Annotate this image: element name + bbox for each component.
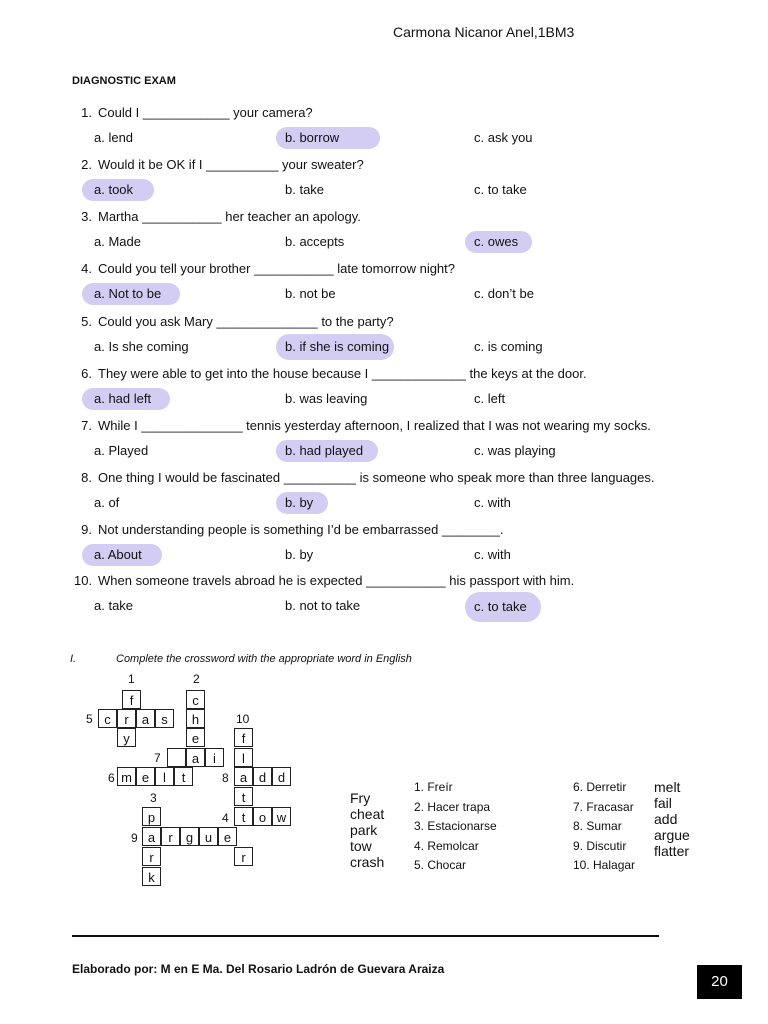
answer-option-selected: a. About xyxy=(82,544,162,566)
crossword-cell: r xyxy=(117,709,136,728)
crossword-cell: c xyxy=(98,709,117,728)
crossword-cell: d xyxy=(253,767,272,786)
crossword-cell: g xyxy=(180,827,199,846)
question-number: 2. xyxy=(81,157,92,172)
word-bank-item: flatter xyxy=(654,843,690,859)
answer-option: a. Played xyxy=(94,443,149,458)
crossword-cell: a xyxy=(142,827,161,846)
question-number: 8. xyxy=(81,470,92,485)
crossword-number: 7 xyxy=(154,751,161,765)
word-bank-item: fail xyxy=(654,795,672,811)
crossword-cell: t xyxy=(174,767,193,786)
crossword-cell: r xyxy=(161,827,180,846)
crossword-cell: l xyxy=(234,748,253,767)
answer-option: c. is coming xyxy=(474,339,543,354)
crossword-cell: m xyxy=(117,767,136,786)
author-credit: Elaborado por: M en E Ma. Del Rosario Ladrón de Guevara Araiza xyxy=(72,962,445,976)
answer-option: b. take xyxy=(285,182,325,197)
question-number: 6. xyxy=(81,366,92,381)
crossword-cell: r xyxy=(234,847,253,866)
footer-divider xyxy=(72,935,659,937)
answer-option: c. with xyxy=(474,495,511,510)
exam-title: DIAGNOSTIC EXAM xyxy=(72,75,176,87)
crossword-cell: p xyxy=(142,807,161,826)
answer-option: c. left xyxy=(474,391,506,406)
clue-item: 3. Estacionarse xyxy=(414,819,497,833)
crossword-cell: r xyxy=(142,847,161,866)
question-text: Could you ask Mary ______________ to the party? xyxy=(98,314,394,329)
word-bank-item: melt xyxy=(654,779,681,795)
crossword-cell: u xyxy=(199,827,218,846)
answer-option: c. was playing xyxy=(474,443,556,458)
answer-option: a. Made xyxy=(94,234,141,249)
crossword-cell: a xyxy=(186,748,205,767)
crossword-number: 5 xyxy=(86,712,93,726)
answer-option: b. not be xyxy=(285,286,336,301)
word-bank-item: argue xyxy=(654,827,690,843)
answer-option: c. to take xyxy=(474,182,527,197)
answer-option: a. lend xyxy=(94,130,134,145)
crossword-cell: k xyxy=(142,867,161,886)
question-number: 1. xyxy=(81,105,92,120)
word-bank-item: add xyxy=(654,811,678,827)
question-text: They were able to get into the house because I _____________ the keys at the door. xyxy=(98,366,587,381)
word-bank-item: tow xyxy=(350,838,372,854)
crossword-cell: e xyxy=(186,728,205,747)
answer-option-selected: c. to take xyxy=(465,592,541,622)
answer-option: b. was leaving xyxy=(285,391,368,406)
answer-option-selected: a. had left xyxy=(82,388,170,410)
clue-item: 5. Chocar xyxy=(414,858,467,872)
question-number: 10. xyxy=(74,573,93,588)
clue-item: 10. Halagar xyxy=(573,858,636,872)
crossword-cell: f xyxy=(122,690,141,709)
answer-option-selected: b. had played xyxy=(276,440,378,462)
crossword-number: 3 xyxy=(150,791,157,805)
answer-option: a. of xyxy=(94,495,120,510)
question-text: Could I ____________ your camera? xyxy=(98,105,313,120)
question-text: Martha ___________ her teacher an apology. xyxy=(98,209,361,224)
question-text: Not understanding people is something I’d be embarrassed ________. xyxy=(98,522,504,537)
clue-item: 4. Remolcar xyxy=(414,838,479,853)
crossword-cell: y xyxy=(117,728,136,747)
question-number: 5. xyxy=(81,314,92,329)
answer-option: c. don’t be xyxy=(474,286,534,301)
crossword-cell: f xyxy=(234,728,253,747)
answer-option-selected: b. by xyxy=(276,492,328,514)
clue-item: 8. Sumar xyxy=(573,819,622,833)
clue-item: 1. Freír xyxy=(414,780,453,794)
crossword-instruction: Complete the crossword with the appropriate word in English xyxy=(116,653,412,665)
question-text: Would it be OK if I __________ your sweater? xyxy=(98,157,364,172)
answer-option: b. by xyxy=(285,547,314,562)
word-bank-item: Fry xyxy=(350,790,371,806)
crossword-number: 10 xyxy=(236,712,250,726)
crossword-cell: a xyxy=(234,767,253,786)
answer-option: a. Is she coming xyxy=(94,339,189,354)
crossword-cell: t xyxy=(234,807,253,826)
question-number: 4. xyxy=(81,261,92,276)
crossword-cell: o xyxy=(253,807,272,826)
crossword-cell: e xyxy=(218,827,237,846)
answer-option-selected: a. took xyxy=(82,179,154,201)
crossword-cell: e xyxy=(136,767,155,786)
word-bank-item: cheat xyxy=(350,806,385,822)
question-text: Could you tell your brother ___________ late tomorrow night? xyxy=(98,261,456,276)
crossword-number: 8 xyxy=(222,771,229,785)
answer-option: b. accepts xyxy=(285,234,345,249)
clue-item: 7. Fracasar xyxy=(573,799,634,814)
clue-item: 6. Derretir xyxy=(573,780,627,794)
clue-item: 2. Hacer trapa xyxy=(414,799,491,814)
question-number: 3. xyxy=(81,209,92,224)
crossword-number: 1 xyxy=(128,672,135,686)
answer-option-selected: c. owes xyxy=(465,231,532,253)
question-number: 7. xyxy=(81,418,92,433)
crossword-number: 4 xyxy=(222,811,229,825)
crossword-cell: s xyxy=(155,709,174,728)
answer-option-selected: a. Not to be xyxy=(82,283,180,305)
crossword-cell: w xyxy=(272,807,291,826)
answer-option-selected: b. borrow xyxy=(276,127,380,149)
question-text: While I ______________ tennis yesterday afternoon, I realized that I was not wearing my socks. xyxy=(98,418,651,433)
question-number: 9. xyxy=(81,522,92,537)
page-number: 20 xyxy=(697,965,742,999)
section-numeral: I. xyxy=(70,653,77,665)
clue-item: 9. Discutir xyxy=(573,838,627,853)
answer-option: c. with xyxy=(474,547,511,562)
crossword-cell: a xyxy=(136,709,155,728)
crossword-number: 6 xyxy=(108,771,115,785)
answer-option-selected: b. if she is coming xyxy=(276,334,394,360)
answer-option: b. not to take xyxy=(285,598,361,613)
crossword-cell: h xyxy=(186,709,205,728)
crossword-cell: c xyxy=(186,690,205,709)
crossword-cell: l xyxy=(155,767,174,786)
crossword-cell xyxy=(167,748,186,767)
question-text: When someone travels abroad he is expected ___________ his passport with him. xyxy=(98,573,575,588)
answer-option: c. ask you xyxy=(474,130,533,145)
question-text: One thing I would be fascinated __________ is someone who speak more than three languages. xyxy=(98,470,655,485)
crossword-cell: t xyxy=(234,787,253,806)
student-name: Carmona Nicanor Anel,1BM3 xyxy=(393,24,575,40)
word-bank-item: park xyxy=(350,822,378,838)
crossword-number: 9 xyxy=(131,831,138,845)
answer-option: a. take xyxy=(94,598,134,613)
crossword-number: 2 xyxy=(193,672,200,686)
word-bank-item: crash xyxy=(350,854,385,870)
crossword-cell: d xyxy=(272,767,291,786)
crossword-cell: i xyxy=(205,748,224,767)
